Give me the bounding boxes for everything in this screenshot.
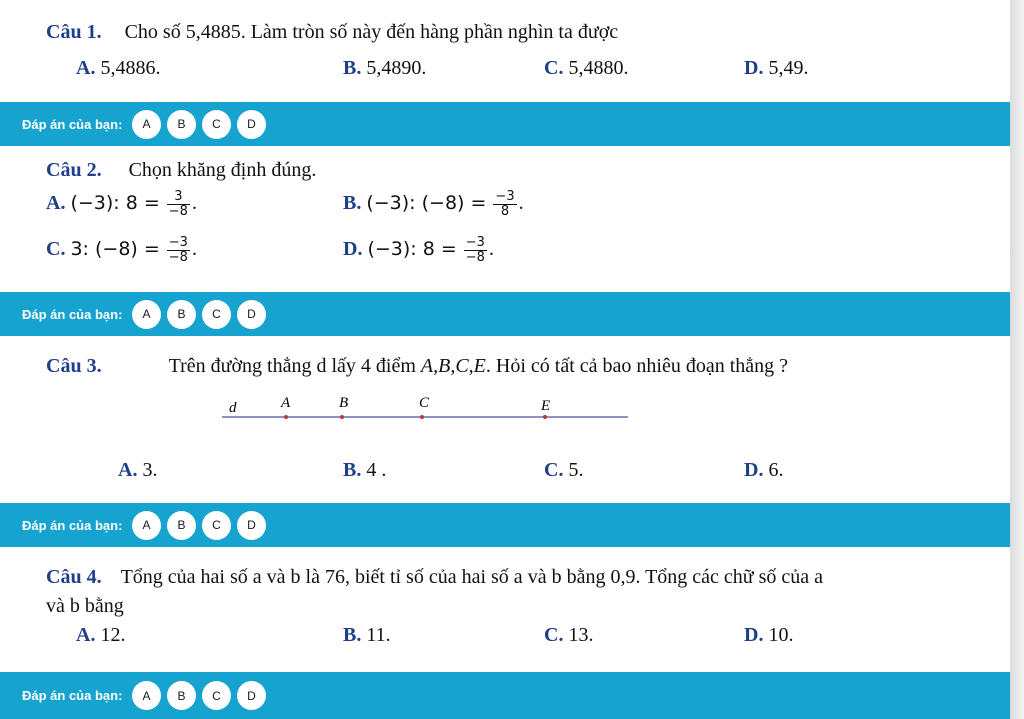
point-label-b: B: [339, 395, 349, 411]
option-b: B. (−3): (−8) = $\frac{-3}{8}$ .: [343, 189, 524, 219]
answer-choice-c[interactable]: C: [202, 300, 231, 329]
answer-bar-1: [0, 102, 1010, 146]
question-text: Chọn khăng định đúng.: [128, 159, 317, 181]
point-label-e: E: [541, 398, 551, 414]
answer-bar-label: Đáp án của bạn:: [22, 688, 123, 703]
point-b: [340, 415, 344, 419]
option-b: B. 11.: [343, 624, 391, 646]
point-e: [543, 415, 547, 419]
page-edge-shadow: [1010, 0, 1024, 719]
answer-choice-d[interactable]: D: [237, 110, 266, 139]
answer-choice-c[interactable]: C: [202, 681, 231, 710]
question-number: Câu 4.: [46, 566, 102, 588]
option-a: A. 12.: [76, 624, 126, 646]
line-label: d: [229, 400, 237, 416]
answer-bar-2: [0, 292, 1010, 336]
option-a: A. (−3): 8 = $\frac{3}{-8}$ .: [46, 189, 197, 219]
question-4-line-2: và b bằng: [46, 595, 124, 617]
option-d: D. (−3): 8 = $\frac{-3}{-8}$ .: [343, 235, 494, 265]
point-label-c: C: [419, 395, 430, 411]
option-a: A. 3.: [118, 459, 158, 481]
answer-choice-b[interactable]: B: [167, 511, 196, 540]
point-c: [420, 415, 424, 419]
question-1: [46, 20, 618, 44]
answer-choice-d[interactable]: D: [237, 511, 266, 540]
answer-bar-4: [0, 672, 1010, 719]
answer-bar-label: Đáp án của bạn:: [22, 116, 123, 132]
answer-choice-a[interactable]: A: [132, 511, 161, 540]
question-number: Câu 1.: [46, 21, 102, 43]
question-3: [46, 354, 788, 378]
answer-choice-b[interactable]: B: [167, 681, 196, 710]
answer-choice-d[interactable]: D: [237, 300, 266, 329]
answer-choice-c[interactable]: C: [202, 511, 231, 540]
option-a: A. 5,4886.: [76, 57, 161, 79]
answer-choice-a[interactable]: A: [132, 300, 161, 329]
option-b: B. 5,4890.: [343, 57, 427, 79]
point-a: [284, 415, 288, 419]
question-2: [46, 158, 316, 182]
answer-choice-a[interactable]: A: [132, 681, 161, 710]
option-d: D. 10.: [744, 624, 794, 646]
fraction: $\frac{-3}{8}$: [495, 189, 515, 219]
fraction: $\frac{3}{-8}$: [168, 189, 188, 219]
line-figure: [218, 390, 638, 426]
question-text: Tổng của hai số a và b là 76, biết tỉ số của hai số a và b bằng 0,9. Tổng các chữ số của a: [120, 566, 824, 588]
point-label-a: A: [281, 395, 291, 411]
question-text: Trên đường thẳng d lấy 4 điểm: [168, 355, 416, 377]
option-c: C. 13.: [544, 624, 594, 646]
question-number: Câu 3.: [46, 355, 102, 377]
answer-choice-b[interactable]: B: [167, 110, 196, 139]
question-points: A,B,C,E: [420, 355, 486, 377]
option-d: D. 6.: [744, 459, 784, 481]
answer-bar-3: [0, 503, 1010, 547]
question-text: Cho số 5,4885. Làm tròn số này đến hàng phần nghìn ta được: [124, 21, 619, 43]
question-number: Câu 2.: [46, 159, 102, 181]
option-c: C. 5.: [544, 459, 584, 481]
question-text-end: . Hỏi có tất cả bao nhiêu đoạn thẳng ?: [485, 355, 789, 377]
question-4: [46, 565, 823, 589]
option-d: D. 5,49.: [744, 57, 809, 79]
option-c: C. 5,4880.: [544, 57, 629, 79]
answer-bar-label: Đáp án của bạn:: [22, 517, 123, 533]
option-b: B. 4 .: [343, 459, 387, 481]
answer-bar-label: Đáp án của bạn:: [22, 306, 123, 322]
answer-choice-b[interactable]: B: [167, 300, 196, 329]
fraction: $\frac{-3}{-8}$: [465, 235, 485, 265]
answer-choice-d[interactable]: D: [237, 681, 266, 710]
answer-choice-c[interactable]: C: [202, 110, 231, 139]
answer-choice-a[interactable]: A: [132, 110, 161, 139]
fraction: $\frac{-3}{-8}$: [168, 235, 188, 265]
option-c: C. 3: (−8) = $\frac{-3}{-8}$ .: [46, 235, 197, 265]
